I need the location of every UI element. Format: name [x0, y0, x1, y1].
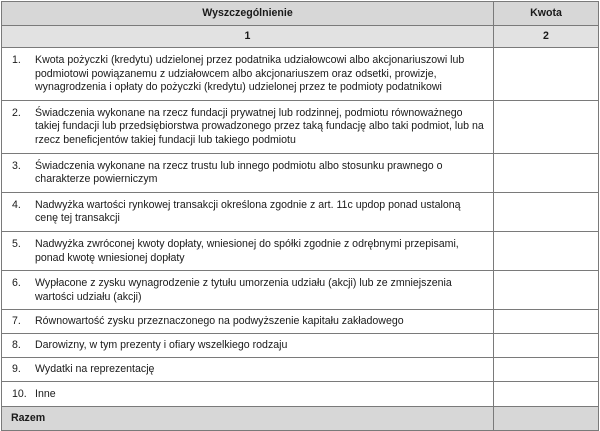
- column-number-2: 2: [494, 26, 599, 48]
- row-number: 4.: [12, 198, 21, 211]
- table-row: [2, 382, 599, 407]
- table-row: [2, 192, 599, 231]
- column-number-1: 1: [2, 26, 494, 48]
- amount-cell[interactable]: [494, 100, 599, 153]
- row-description: [2, 334, 494, 358]
- amount-cell[interactable]: [494, 271, 599, 310]
- table-row: [2, 310, 599, 334]
- row-description: [2, 382, 494, 407]
- row-number: 2.: [12, 106, 21, 119]
- row-description: [2, 231, 494, 270]
- expenses-table: [1, 1, 599, 431]
- row-text: Darowizny, w tym prezenty i ofiary wszelkiego rodzaju: [35, 339, 288, 352]
- table-row: [2, 358, 599, 382]
- row-description: [2, 271, 494, 310]
- amount-cell[interactable]: [494, 48, 599, 101]
- row-text: Nadwyżka wartości rynkowej transakcji określona zgodnie z art. 11c updop ponad ustaloną cenę tej transakcji: [35, 198, 461, 225]
- row-text: Świadczenia wykonane na rzecz trustu lub innego podmiotu albo stosunku prawnego o charakterze powierniczym: [35, 159, 443, 186]
- amount-cell[interactable]: [494, 310, 599, 334]
- amount-cell[interactable]: [494, 334, 599, 358]
- header-amount: Kwota: [494, 2, 599, 26]
- row-description: [2, 100, 494, 153]
- row-number: 7.: [12, 315, 21, 328]
- row-text: Nadwyżka zwróconej kwoty dopłaty, wniesionej do spółki zgodnie z odrębnymi przepisami, ponad kwotę wniesionej dopłaty: [35, 237, 459, 264]
- table-row: [2, 271, 599, 310]
- total-amount-cell[interactable]: [494, 407, 599, 431]
- table-row: [2, 153, 599, 192]
- row-description: [2, 192, 494, 231]
- row-number: 8.: [12, 339, 21, 352]
- amount-cell[interactable]: [494, 382, 599, 407]
- row-number: 10.: [12, 387, 27, 400]
- row-number: 3.: [12, 159, 21, 172]
- row-text: Wypłacone z zysku wynagrodzenie z tytułu umorzenia udziału (akcji) lub ze zmniejszenia wartości udziału (akcji): [35, 277, 452, 303]
- table-row: [2, 334, 599, 358]
- total-label: Razem: [2, 407, 494, 431]
- table-row: [2, 48, 599, 101]
- row-number: 6.: [12, 277, 21, 290]
- total-row: [2, 407, 599, 431]
- amount-cell[interactable]: [494, 358, 599, 382]
- header-row: [2, 2, 599, 26]
- table-row: [2, 100, 599, 153]
- row-text: Inne: [35, 387, 56, 400]
- row-number: 9.: [12, 363, 21, 376]
- row-description: [2, 358, 494, 382]
- row-text: Równowartość zysku przeznaczonego na podwyższenie kapitału zakładowego: [35, 315, 404, 328]
- table-row: [2, 231, 599, 270]
- column-number-row: [2, 26, 599, 48]
- amount-cell[interactable]: [494, 192, 599, 231]
- row-description: [2, 310, 494, 334]
- row-description: [2, 153, 494, 192]
- row-text: Świadczenia wykonane na rzecz fundacji prywatnej lub rodzinnej, podmiotu równoważnego takiej fundacji lub przedsiębiorstwa prowadzonego przez taką fundację albo taki podmiot, lub na rzecz beneficjentów takiej fundacji lub takiego podmiotu: [35, 106, 484, 146]
- row-text: Wydatki na reprezentację: [35, 363, 155, 376]
- row-number: 5.: [12, 237, 21, 250]
- row-description: [2, 48, 494, 101]
- row-number: 1.: [12, 54, 21, 66]
- row-text: Kwota pożyczki (kredytu) udzielonej przez podatnika udziałowcowi albo akcjonariuszowi lub podmiotowi powiązanemu z udziałowcem albo akcjonariuszem oraz odsetki, prowizje, wynagrodzenia i opłaty do pożyczki (kredytu) udzielonej przez te podmioty podatnikowi: [35, 54, 465, 94]
- amount-cell[interactable]: [494, 231, 599, 270]
- amount-cell[interactable]: [494, 153, 599, 192]
- header-description: Wyszczególnienie: [2, 2, 494, 26]
